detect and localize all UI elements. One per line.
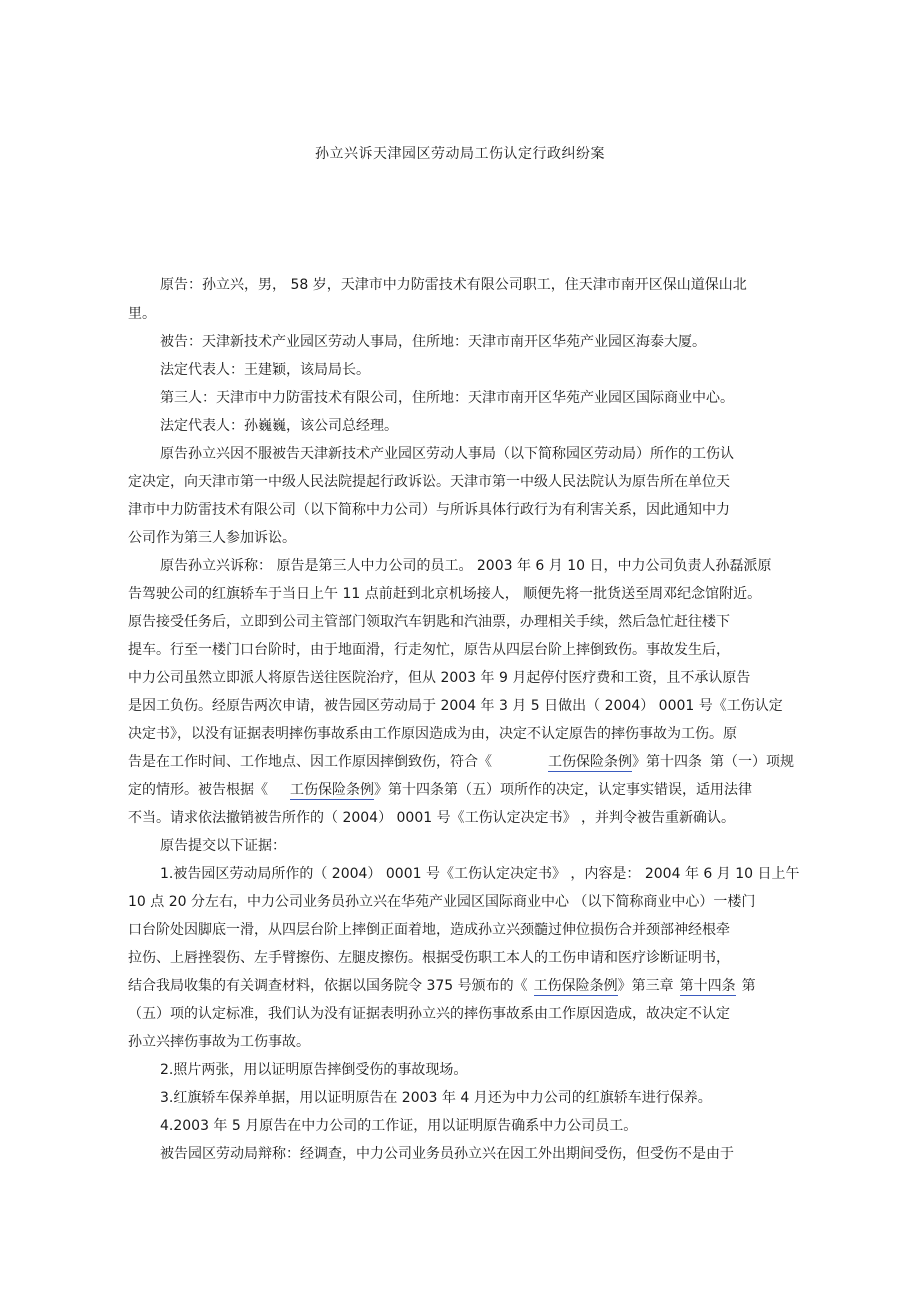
text-segment: 》第十四条 xyxy=(374,782,444,798)
paragraph-line: 原告孙立兴因不服被告天津新技术产业园区劳动人事局（以下简称园区劳动局）所作的工伤认 xyxy=(160,446,734,462)
text-segment: 第（一）项规 xyxy=(710,754,794,770)
regulation-link[interactable]: 工伤保险条例 xyxy=(548,754,632,770)
paragraph-line xyxy=(128,781,752,799)
paragraph-line: 告驾驶公司的红旗轿车于当日上午 11 点前赶到北京机场接人， 顺便先将一批货送至周邓纪念馆附近。 xyxy=(128,586,762,602)
paragraph-line: 第三人：天津市中力防雷技术有限公司，住所地：天津市南开区华苑产业园区国际商业中心。 xyxy=(160,390,734,406)
paragraph-line: 4.2003 年 5 月原告在中力公司的工作证，用以证明原告确系中力公司员工。 xyxy=(160,1118,638,1134)
paragraph-line: 3.红旗轿车保养单据，用以证明原告在 2003 年 4 月还为中力公司的红旗轿车进行保养。 xyxy=(160,1090,712,1106)
paragraph-line: 里。 xyxy=(128,306,156,322)
paragraph-line: 中力公司虽然立即派人将原告送往医院治疗，但从 2003 年 9 月起停付医疗费和工资，且不承认原告 xyxy=(128,670,751,686)
regulation-link[interactable]: 工伤保险条例 xyxy=(533,978,618,994)
text-segment: 定的情形。被告根据《 xyxy=(128,782,268,798)
text-segment: 第 xyxy=(741,978,756,994)
paragraph-line: 津市中力防雷技术有限公司（以下简称中力公司）与所诉具体行政行为有利害关系，因此通知中力 xyxy=(128,502,730,518)
paragraph-line: 法定代表人：王建颖，该局局长。 xyxy=(160,362,370,378)
paragraph-line: 孙立兴摔伤事故为工伤事故。 xyxy=(128,1034,310,1050)
paragraph-line: 原告：孙立兴，男， 58 岁，天津市中力防雷技术有限公司职工，住天津市南开区保山道保山北 xyxy=(160,277,747,293)
regulation-link[interactable]: 工伤保险条例 xyxy=(290,782,374,798)
paragraph-line: 提车。行至一楼门口台阶时，由于地面滑，行走匆忙，原告从四层台阶上摔倒致伤。事故发生后， xyxy=(128,642,730,658)
text-segment: 结合我局收集的有关调查材料，依据以国务院令 375 号颁布的《 xyxy=(128,978,528,994)
article-link[interactable]: 第十四条 xyxy=(679,978,736,994)
paragraph-line: 10 点 20 分左右，中力公司业务员孙立兴在华苑产业园区国际商业中心 （以下简称商业中心）一楼门 xyxy=(128,894,756,910)
text-segment: 告是在工作时间、工作地点、因工作原因摔倒致伤，符合《 xyxy=(128,754,492,770)
text-segment: 》第三章 xyxy=(617,978,674,994)
paragraph-line: 被告园区劳动局辩称：经调查，中力公司业务员孙立兴在因工外出期间受伤，但受伤不是由于 xyxy=(160,1146,734,1162)
paragraph-line: 公司作为第三人参加诉讼。 xyxy=(128,530,296,546)
text-segment: 》第十四条 xyxy=(632,754,702,770)
paragraph-line: 2.照片两张，用以证明原告摔倒受伤的事故现场。 xyxy=(160,1062,468,1078)
paragraph-line: 不当。请求依法撤销被告所作的（ 2004） 0001 号《工伤认定决定书》 ，并判令被告重新确认。 xyxy=(128,810,736,826)
paragraph-line: 拉伤、上唇挫裂伤、左手臂擦伤、左腿皮擦伤。根据受伤职工本人的工伤申请和医疗诊断证明书， xyxy=(128,950,730,966)
document-title: 孙立兴诉天津园区劳动局工伤认定行政纠纷案 xyxy=(315,146,605,162)
paragraph-line: 决定书》，以没有证据表明摔伤事故系由工作原因造成为由，决定不认定原告的摔伤事故为工伤。原 xyxy=(128,726,737,742)
paragraph-line: 被告：天津新技术产业园区劳动人事局，住所地：天津市南开区华苑产业园区海泰大厦。 xyxy=(160,334,706,350)
paragraph-line: 法定代表人：孙巍巍，该公司总经理。 xyxy=(160,418,398,434)
paragraph-line xyxy=(128,977,756,995)
paragraph-line: 是因工负伤。经原告两次申请，被告园区劳动局于 2004 年 3 月 5 日做出（ 2004） 0001 号《工伤认定 xyxy=(128,698,783,714)
text-segment: 第（五）项所作的决定，认定事实错误，适用法律 xyxy=(444,782,752,798)
paragraph-line: 原告接受任务后，立即到公司主管部门领取汽车钥匙和汽油票，办理相关手续，然后急忙赶往楼下 xyxy=(128,614,730,630)
paragraph-line: 原告提交以下证据： xyxy=(160,838,286,854)
paragraph-line xyxy=(128,753,794,771)
paragraph-line: 原告孙立兴诉称： 原告是第三人中力公司的员工。 2003 年 6 月 10 日，中力公司负责人孙磊派原 xyxy=(160,558,772,574)
paragraph-line: 定决定，向天津市第一中级人民法院提起行政诉讼。天津市第一中级人民法院认为原告所在单位天 xyxy=(128,474,730,490)
paragraph-line: 1.被告园区劳动局所作的（ 2004） 0001 号《工伤认定决定书》 ，内容是： 2004 年 6 月 10 日上午 xyxy=(160,866,800,882)
paragraph-line: 口台阶处因脚底一滑，从四层台阶上摔倒正面着地，造成孙立兴颈髓过伸位损伤合并颈部神经根牵 xyxy=(128,922,730,938)
paragraph-line: （五）项的认定标准，我们认为没有证据表明孙立兴的摔伤事故系由工作原因造成，故决定不认定 xyxy=(128,1006,730,1022)
